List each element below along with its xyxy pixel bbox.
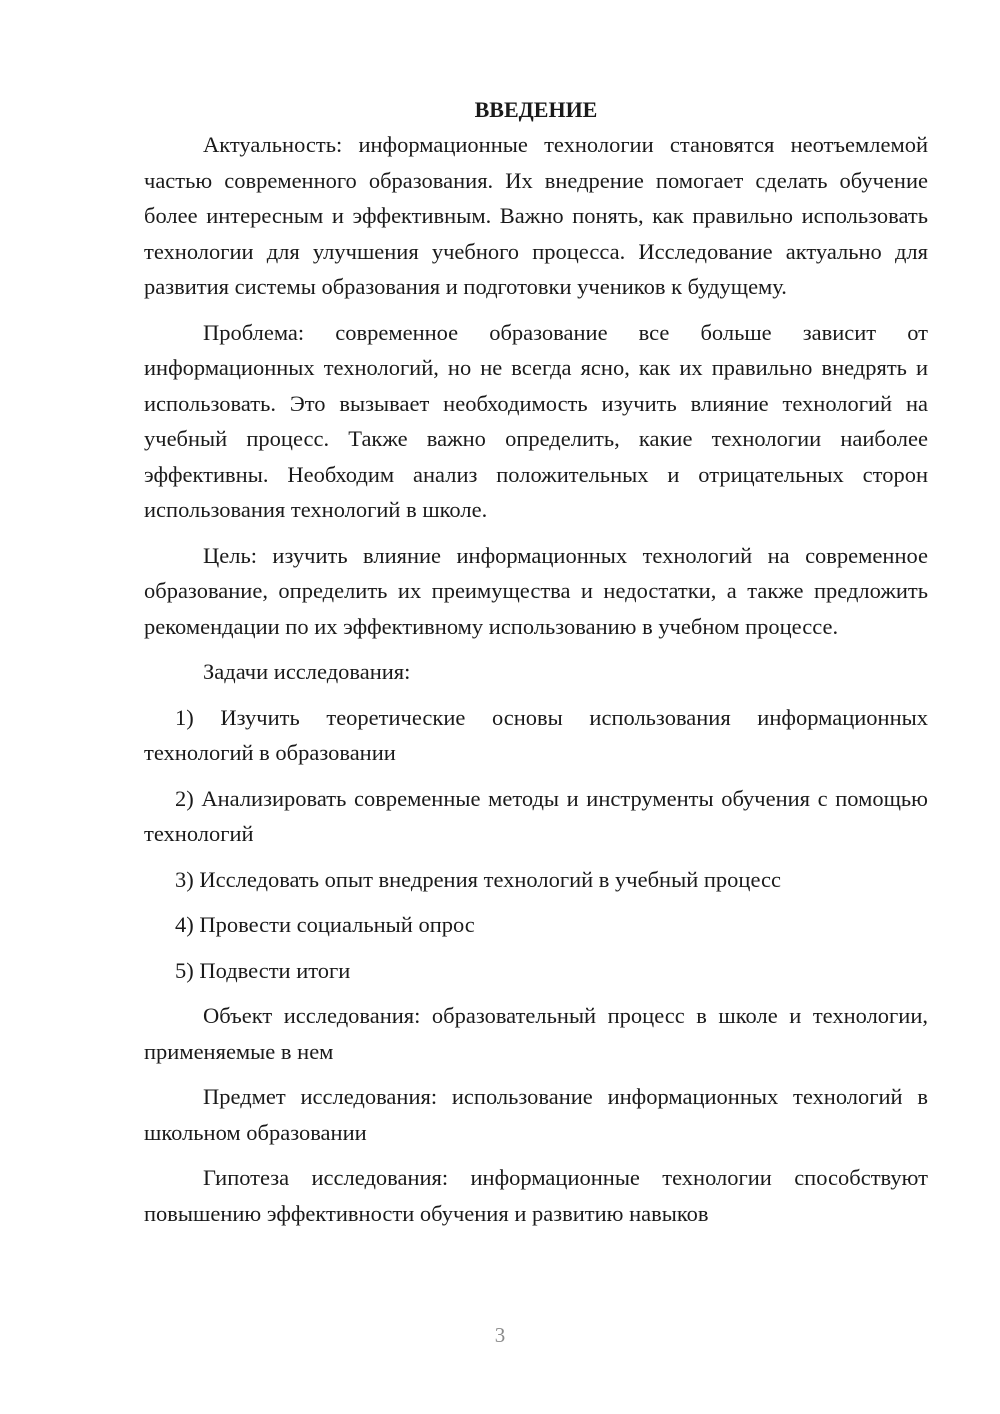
paragraph-goal: Цель: изучить влияние информационных технологий на современное образование, определить их преимущества и недостатки, а также предложить рекомендации по их эффективному использованию в учебном процессе.	[144, 542, 928, 639]
paragraph-subject: Предмет исследования: использование информационных технологий в школьном образовании	[144, 1084, 928, 1145]
task-item-2: 2) Анализировать современные методы и инструменты обучения с помощью технологий	[144, 785, 928, 846]
task-item-1: 1) Изучить теоретические основы использования информационных технологий в образовании	[144, 704, 928, 765]
paragraph-relevance: Актуальность: информационные технологии становятся неотъемлемой частью современного образования. Их внедрение помогает сделать обучение более интересным и эффективным. Важно понять, как правильно использовать технологии для улучшения учебного процесса. Исследование актуально для развития системы образования и подготовки учеников к будущему.	[144, 132, 928, 299]
section-heading: ВВЕДЕНИЕ	[474, 97, 598, 122]
document-page	[144, 92, 928, 1231]
paragraph-tasks-title: Задачи исследования:	[203, 659, 411, 684]
paragraph-problem: Проблема: современное образование все больше зависит от информационных технологий, но не всегда ясно, как их правильно внедрять и использовать. Это вызывает необходимость изучить влияние технологий на учебный процесс. Также важно определить, какие технологии наиболее эффективны. Необходим анализ положительных и отрицательных сторон использования технологий в школе.	[144, 319, 928, 522]
page-number: 3	[494, 1323, 506, 1347]
paragraph-object: Объект исследования: образовательный процесс в школе и технологии, применяемые в нем	[144, 1003, 928, 1064]
task-item-4: 4) Провести социальный опрос	[175, 912, 475, 937]
paragraph-hypothesis: Гипотеза исследования: информационные технологии способствуют повышению эффективности обучения и развитию навыков	[144, 1165, 928, 1226]
task-item-5: 5) Подвести итоги	[175, 957, 351, 983]
task-item-3: 3) Исследовать опыт внедрения технологий в учебный процесс	[175, 866, 781, 892]
